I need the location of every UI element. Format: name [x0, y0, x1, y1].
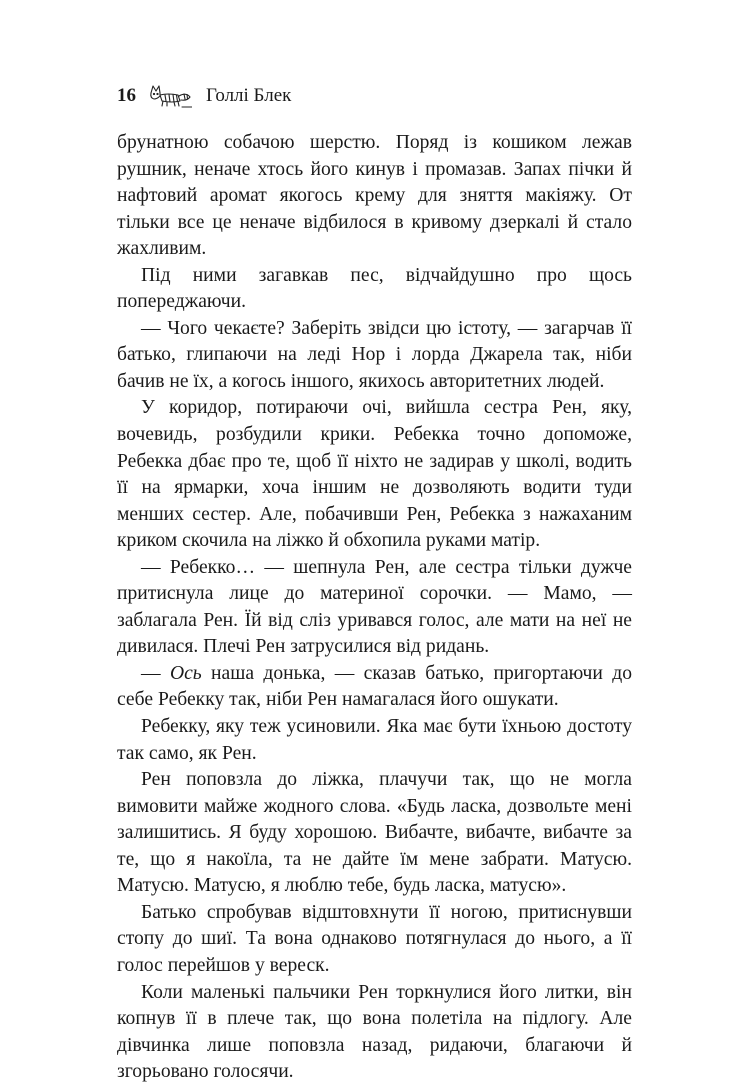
running-title-author: Голлі Блек: [206, 85, 292, 106]
paragraph: — Ребекко… — шепнула Рен, але сестра тільки дужче притиснула лице до материної сорочки. — Мамо, — заблагала Рен. Їй від сліз уривався голос, але мати на неї не дивилася. Плечі Рен затрусилися від ридань.: [117, 556, 632, 658]
dialogue-dash: —: [141, 662, 170, 684]
fox-icon: [148, 83, 192, 109]
paragraph: Коли маленькі пальчики Рен торкнулися його литки, він копнув її в плече так, що вона полетіла на підлогу. Але дівчинка лише поповзла назад, ридаючи, благаючи й згорьовано голосячи.: [117, 981, 632, 1083]
emphasized-word: Ось: [169, 662, 202, 684]
paragraph: брунатною собачою шерстю. Поряд із кошиком лежав рушник, неначе хтось його кинув і промазав. Запах пічки й нафтовий аромат якогось крему для зняття макіяжу. От тільки все це неначе відбилося в кривому дзеркалі й стало жахливим.: [117, 132, 632, 260]
paragraph: Батько спробував відштовхнути її ногою, притиснувши стопу до шиї. Та вона однаково потягнулася до нього, а її голос перейшов у вереск.: [117, 901, 632, 976]
paragraph: — Чого чекаєте? Заберіть звідси цю істоту, — загарчав її батько, глипаючи на леді Нор і лорда Джарела так, ніби бачив не їх, а когось іншого, якихось авторитетних людей.: [117, 317, 632, 392]
paragraph: У коридор, потираючи очі, вийшла сестра Рен, яку, вочевидь, розбудили крики. Ребекка точно допоможе, Ребекка дбає про те, щоб її ніхто не задирав у школі, водить її на ярмарки, хоча іншим не дозволяють водити туди менших сестер. Але, побачивши Рен, Ребекка з нажаханим криком скочила на ліжко й обхопила руками матір.: [117, 397, 632, 552]
paragraph: Ребекку, яку теж усиновили. Яка має бути їхньою достоту так само, як Рен.: [117, 716, 632, 764]
body-text: [117, 130, 632, 1086]
paragraph: [117, 661, 632, 714]
page-number: 16: [117, 85, 136, 106]
paragraph-text: наша донька, — сказав батько, пригортаючи до себе Ребекку так, ніби Рен намагалася його ошукати.: [117, 662, 632, 711]
paragraph: Рен поповзла до ліжка, плачучи так, що не могла вимовити майже жодного слова. «Будь ласка, дозвольте мені залишитись. Я буду хорошою. Вибачте, вибачте, вибачте за те, що я накоїла, та не дайте їм мене забрати. Матусю. Матусю. Матусю, я люблю тебе, будь ласка, матусю».: [117, 769, 632, 897]
paragraph: Під ними загавкав пес, відчайдушно про щось попереджаючи.: [117, 264, 632, 313]
running-header: [117, 82, 291, 110]
